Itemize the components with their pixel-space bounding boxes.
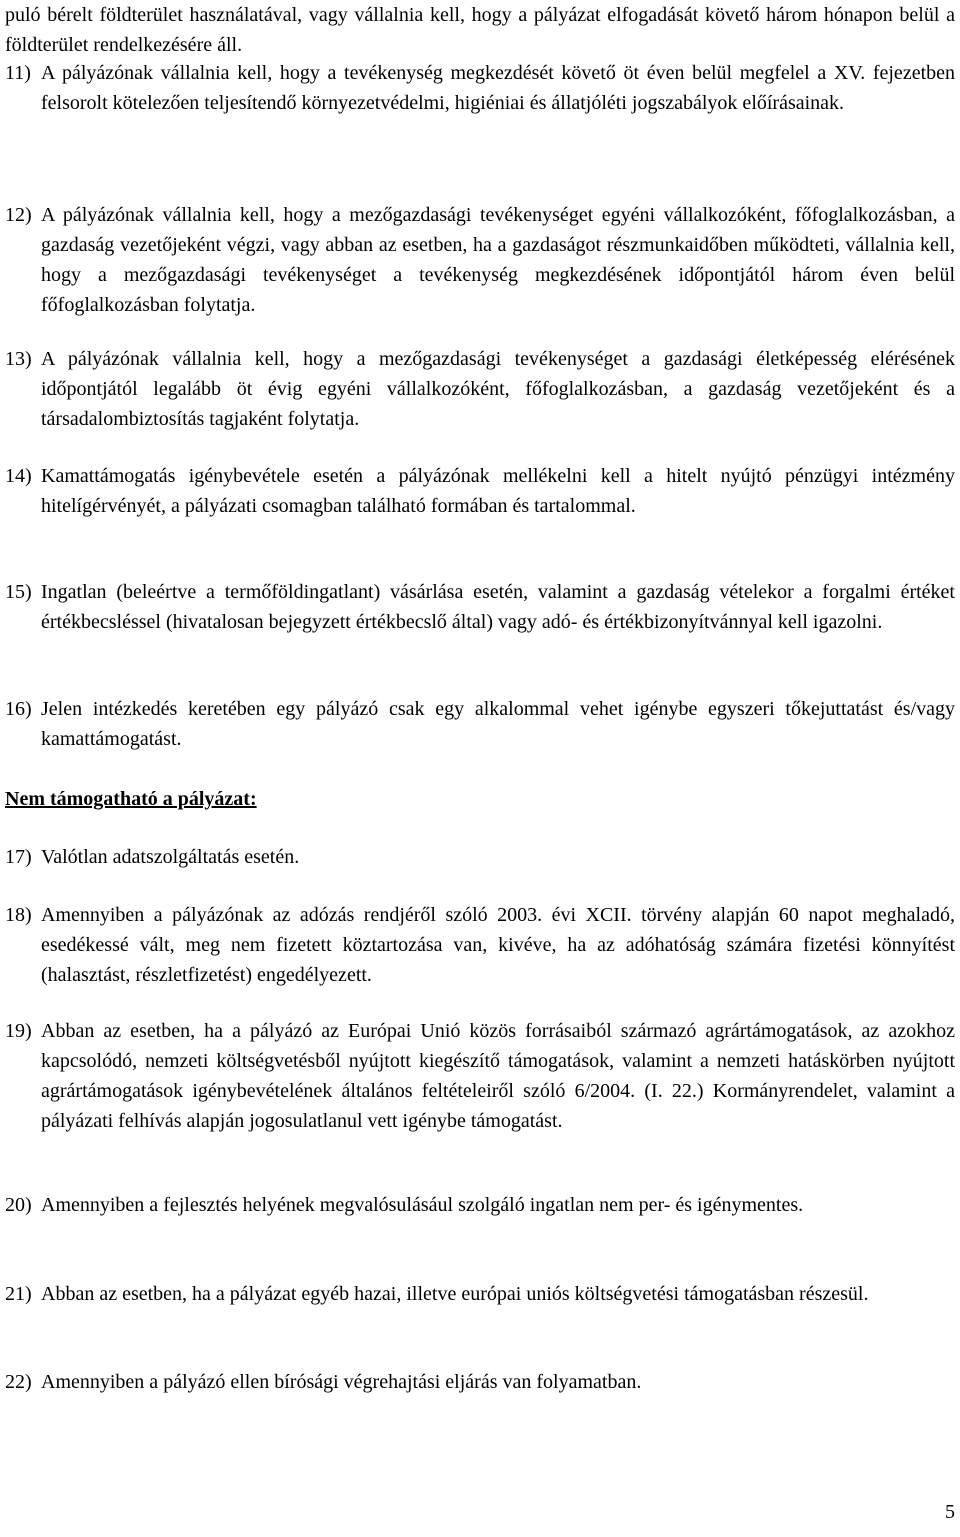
intro-paragraph: puló bérelt földterület használatával, vagy vállalnia kell, hogy a pályázat elfogadását követő három hónapon belül a földterület rendelkezésére áll.	[5, 4, 955, 56]
section-heading: Nem támogatható a pályázat:	[5, 788, 257, 810]
item-number: 11)	[5, 62, 31, 84]
item-text: Amennyiben a pályázó ellen bírósági végrehajtási eljárás van folyamatban.	[41, 1371, 642, 1393]
item-text: Valótlan adatszolgáltatás esetén.	[41, 846, 300, 868]
list-item-20	[5, 1190, 955, 1220]
item-number: 14)	[5, 465, 32, 487]
list-item-22	[5, 1367, 955, 1397]
item-text: A pályázónak vállalnia kell, hogy a mezőgazdasági tevékenységet egyéni vállalkozóként, főfoglalkozásban, a gazdaság vezetőjeként végzi, vagy abban az esetben, ha a gazdaságot részmunkaidőben működteti, vállalnia kell, hogy a mezőgazdasági tevékenységet a tevékenység megkezdésének időpontjától három éven belül főfoglalkozásban folytatja.	[41, 204, 955, 316]
list-item-13	[5, 344, 955, 434]
list-item-14	[5, 461, 955, 521]
list-item-19	[5, 1016, 955, 1136]
item-number: 21)	[5, 1283, 32, 1305]
page-number: 5	[945, 1501, 955, 1523]
item-text: Amennyiben a pályázónak az adózás rendjéről szóló 2003. évi XCII. törvény alapján 60 napot meghaladó, esedékessé vált, meg nem fizetett köztartozása van, kivéve, ha az adóhatóság számára fizetési könnyítést (halasztást, részletfizetést) engedélyezett.	[41, 904, 955, 986]
item-number: 20)	[5, 1194, 32, 1216]
list-item-11	[5, 58, 955, 118]
item-number: 22)	[5, 1371, 32, 1393]
item-number: 16)	[5, 698, 32, 720]
list-item-21	[5, 1279, 955, 1309]
item-text: Amennyiben a fejlesztés helyének megvalósulásául szolgáló ingatlan nem per- és igénymentes.	[41, 1194, 804, 1216]
item-text: Abban az esetben, ha a pályázat egyéb hazai, illetve európai uniós költségvetési támogatásban részesül.	[41, 1283, 869, 1305]
item-text: Jelen intézkedés keretében egy pályázó csak egy alkalommal vehet igénybe egyszeri tőkejuttatást és/vagy kamattámogatást.	[41, 698, 955, 750]
item-number: 12)	[5, 204, 32, 226]
item-text: A pályázónak vállalnia kell, hogy a mezőgazdasági tevékenységet a gazdasági életképesség elérésének időpontjától legalább öt évig egyéni vállalkozóként, főfoglalkozásban, a gazdaság vezetőjeként és a társadalombiztosítás tagjaként folytatja.	[41, 348, 955, 430]
item-text: Kamattámogatás igénybevétele esetén a pályázónak mellékelni kell a hitelt nyújtó pénzügyi intézmény hitelígérvényét, a pályázati csomagban található formában és tartalommal.	[41, 465, 955, 517]
item-text: A pályázónak vállalnia kell, hogy a tevékenység megkezdését követő öt éven belül megfelel a XV. fejezetben felsorolt kötelezően teljesítendő környezetvédelmi, higiéniai és állatjóléti jogszabályok előírásainak.	[41, 62, 955, 114]
item-number: 13)	[5, 348, 32, 370]
list-item-12	[5, 200, 955, 320]
item-number: 17)	[5, 846, 32, 868]
item-number: 18)	[5, 904, 32, 926]
item-number: 15)	[5, 581, 32, 603]
list-item-15	[5, 577, 955, 637]
item-text: Ingatlan (beleértve a termőföldingatlant) vásárlása esetén, valamint a gazdaság vételekor a forgalmi értéket értékbecsléssel (hivatalosan bejegyzett értékbecslő által) vagy adó- és értékbizonyítvánnyal kell igazolni.	[41, 581, 955, 633]
item-number: 19)	[5, 1020, 32, 1042]
list-item-18	[5, 900, 955, 990]
list-item-16	[5, 694, 955, 754]
item-text: Abban az esetben, ha a pályázó az Európai Unió közös forrásaiból származó agrártámogatások, az azokhoz kapcsolódó, nemzeti költségvetésből nyújtott kiegészítő támogatások, valamint a nemzeti hatáskörben nyújtott agrártámogatások igénybevételének általános feltételeiről szóló 6/2004. (I. 22.) Kormányrendelet, valamint a pályázati felhívás alapján jogosulatlanul vett igénybe támogatást.	[41, 1020, 955, 1132]
list-item-17	[5, 842, 955, 872]
